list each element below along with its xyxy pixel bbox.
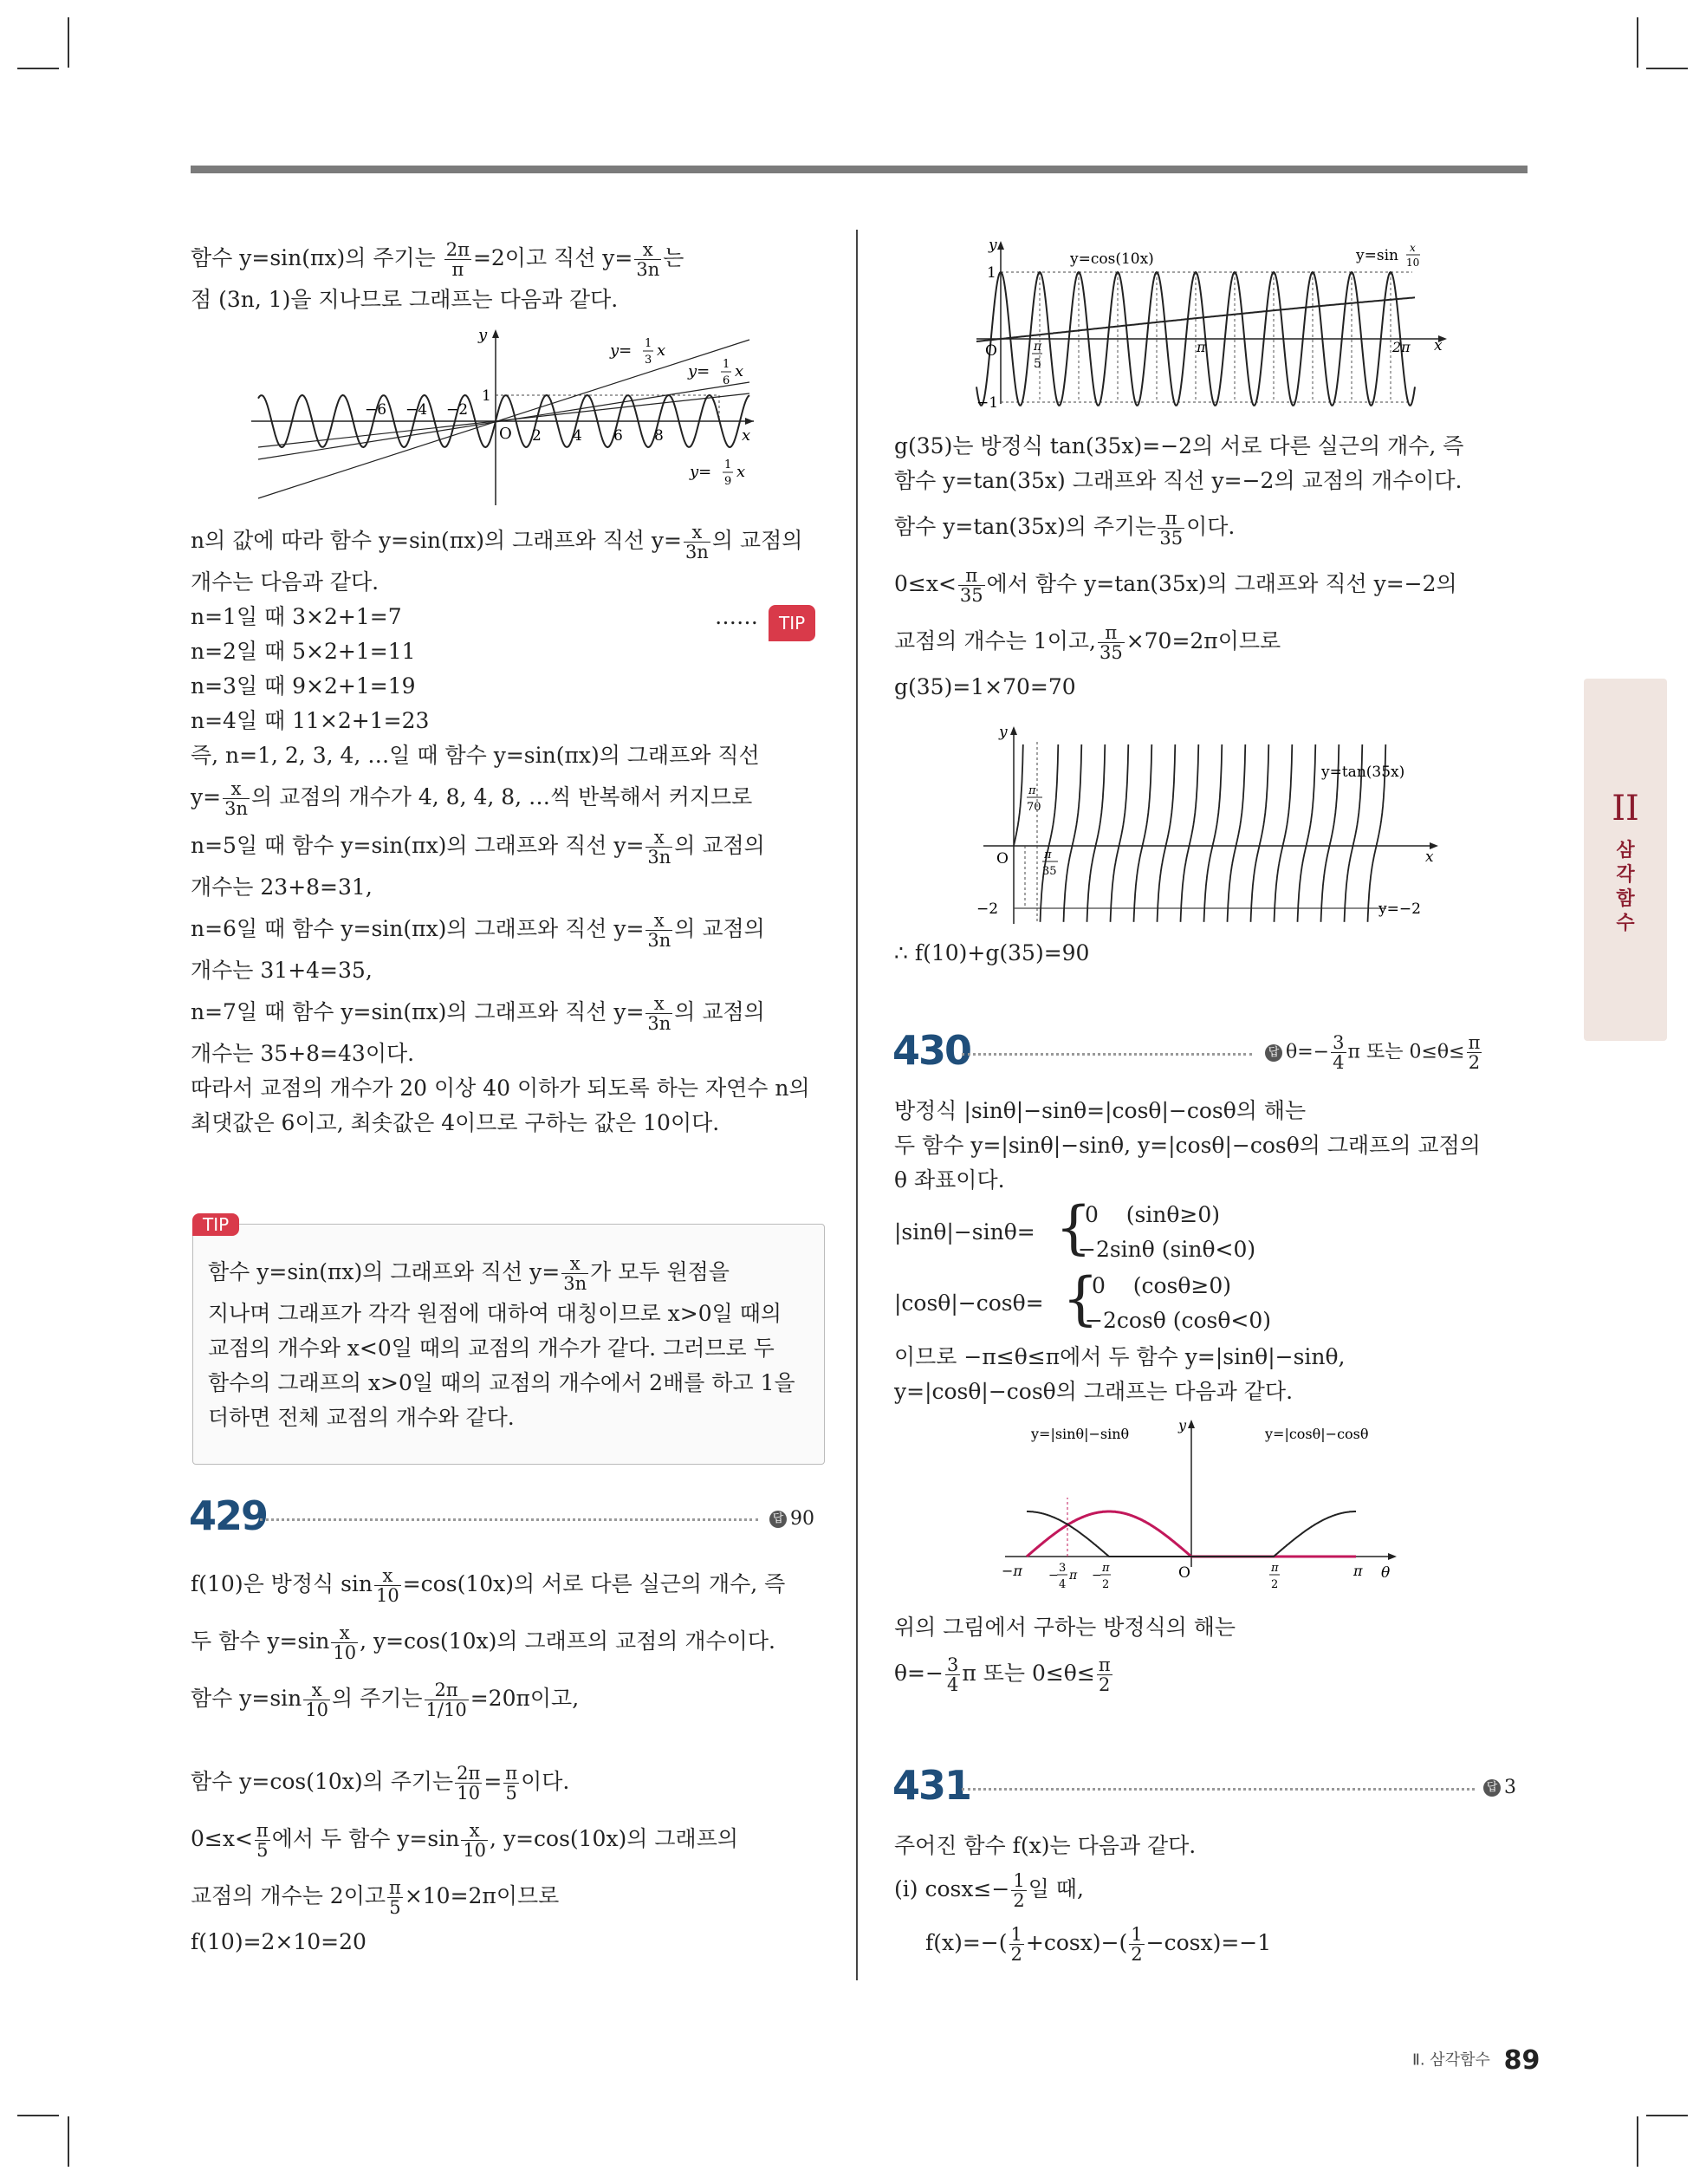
tick-negpi2-sign: − — [1092, 1569, 1102, 1583]
answer-431 — [1483, 1777, 1516, 1798]
y-axis-arrow — [492, 329, 499, 338]
text: 교점의 개수는 2이고 — [191, 1883, 386, 1908]
fraction: $\frac{\pi}{2}$ — [1468, 1032, 1481, 1073]
label-line3-den: 9 — [724, 475, 732, 488]
text: n=5일 때 함수 y=sin(πx)의 그래프와 직선 y= — [191, 833, 645, 858]
text: y=|cosθ|−cosθ의 그래프는 다음과 같다. — [894, 1379, 1294, 1404]
fraction: $\frac{3}{4}$ — [1333, 1032, 1345, 1073]
tan-branch — [1158, 744, 1176, 922]
text: −cosx)=−1 — [1145, 1930, 1272, 1955]
tan-branch — [1181, 744, 1199, 922]
tan-branch — [1298, 744, 1316, 922]
text: 따라서 교점의 개수가 20 이상 40 이하가 되도록 하는 자연수 n의 — [191, 1076, 810, 1101]
y-label: y — [989, 237, 997, 254]
label-line2-num: 1 — [723, 358, 730, 371]
label-line2-den: 6 — [723, 374, 730, 387]
y-label: y — [1178, 1417, 1187, 1433]
label-line1-num: 1 — [645, 337, 652, 350]
answer-429 — [769, 1508, 814, 1530]
theta-label: θ — [1381, 1564, 1391, 1582]
fraction: $\frac{x}{3n}$ — [224, 778, 248, 819]
y-label: y — [999, 724, 1008, 741]
text: =2이고 직선 y= — [472, 245, 633, 270]
dotted-leader — [962, 1788, 1475, 1791]
text: 즉, n=1, 2, 3, 4, …일 때 함수 y=sin(πx)의 그래프와 직선 — [191, 743, 760, 768]
text: g(35)=1×70=70 — [894, 674, 1076, 699]
piecewise-sin — [894, 1194, 1535, 1267]
tan-branch — [1111, 744, 1129, 922]
text: 방정식 |sinθ|−sinθ=|cosθ|−cosθ의 해는 — [894, 1098, 1307, 1123]
text: 0 (cosθ≥0) — [1092, 1273, 1231, 1298]
tan-branch — [1087, 744, 1106, 922]
label-line3-num: 1 — [724, 458, 732, 471]
y-axis-arrow — [1010, 726, 1017, 735]
text: 함수의 그래프의 x>0일 때의 교점의 개수에서 2배를 하고 1을 — [208, 1370, 795, 1395]
tick-pi5-num: π — [1034, 340, 1042, 354]
text: f(10)은 방정식 sin — [191, 1571, 373, 1596]
brace: { — [1055, 1194, 1092, 1261]
fraction: $\frac{x}{10}$ — [376, 1565, 399, 1606]
label-line3: y= — [690, 463, 712, 481]
text: 두 함수 y=sin — [191, 1628, 330, 1654]
crop-mark — [1646, 2115, 1688, 2116]
tip-text — [208, 1248, 814, 1435]
sin-label: y=sin — [1356, 247, 1398, 264]
p430-text-2 — [894, 1340, 1535, 1409]
text: 개수는 35+8=43이다. — [191, 1041, 415, 1066]
text: π 또는 0≤θ≤ — [1347, 1041, 1465, 1063]
fraction: $\frac{\pi}{5}$ — [256, 1820, 269, 1861]
label-line2-x: x — [735, 362, 744, 380]
sin-cos-graph — [975, 239, 1460, 413]
tick-pi5-den: 5 — [1034, 357, 1041, 371]
tan-branch — [1251, 744, 1269, 922]
text: n의 값에 따라 함수 y=sin(πx)의 그래프와 직선 y= — [191, 528, 682, 553]
fraction: $\frac{x}{3n}$ — [684, 522, 709, 562]
text: =20π이고, — [470, 1686, 580, 1711]
answer-value: 3 — [1504, 1777, 1516, 1798]
text: 의 교점의 개수가 4, 8, 4, 8, …씩 반복해서 커지므로 — [250, 784, 753, 809]
footer-chapter: Ⅱ. 삼각함수 — [1412, 2051, 1490, 2070]
problem-number-429: 429 — [189, 1492, 268, 1539]
text: n=7일 때 함수 y=sin(πx)의 그래프와 직선 y= — [191, 999, 645, 1024]
one-label: 1 — [987, 264, 996, 282]
fraction: $\frac{1}{2}$ — [1131, 1924, 1143, 1965]
x-label: x — [742, 426, 751, 445]
line-x-over-3 — [258, 340, 749, 498]
fraction: $\frac{2\pi}{\pi}$ — [445, 239, 470, 280]
label-line1: y= — [610, 341, 632, 360]
tick-pi2-den: 2 — [1271, 1578, 1279, 1591]
text: 개수는 23+8=31, — [191, 874, 373, 900]
g35-text — [894, 429, 1535, 705]
fraction: $\frac{x}{3n}$ — [636, 239, 660, 280]
text: f(x)=−( — [925, 1930, 1008, 1955]
text: , y=cos(10x)의 그래프의 교점의 개수이다. — [360, 1628, 775, 1654]
tan-branch — [1228, 744, 1246, 922]
text: 교점의 개수와 x<0일 때의 교점의 개수가 같다. 그러므로 두 — [208, 1336, 775, 1361]
text: 함수 y=sin(πx)의 주기는 — [191, 245, 436, 270]
answer-badge: 답 — [1483, 1779, 1501, 1797]
fraction: $\frac{2\pi}{1/10}$ — [425, 1680, 467, 1720]
theta-axis-arrow — [1388, 1553, 1397, 1560]
tick-label: 4 — [573, 427, 582, 445]
text: 이다. — [1186, 514, 1236, 539]
piecewise-cos — [894, 1265, 1535, 1338]
dotted-leader — [260, 1518, 758, 1521]
brace: { — [1062, 1265, 1099, 1332]
tick-pi2-num: π — [1271, 1562, 1279, 1575]
text: 의 교점의 — [674, 916, 765, 941]
text: 일 때, — [1028, 1876, 1084, 1901]
text: 두 함수 y=|sinθ|−sinθ, y=|cosθ|−cosθ의 그래프의 교점의 — [894, 1133, 1481, 1158]
side-char: 수 — [1616, 913, 1635, 934]
text: f(10)=2×10=20 — [191, 1929, 366, 1954]
text: 에서 함수 y=tan(35x)의 그래프와 직선 y=−2의 — [986, 571, 1457, 596]
origin-label: O — [985, 342, 997, 360]
tick-pi35-num: π — [1044, 848, 1052, 861]
answer-430 — [1265, 1033, 1483, 1072]
tan-graph — [975, 725, 1460, 933]
label-line1-x: x — [657, 341, 666, 360]
page-footer — [1412, 2045, 1540, 2076]
fraction: $\frac{\pi}{2}$ — [1098, 1654, 1111, 1695]
sine-lines-graph — [251, 328, 771, 510]
fraction: $\frac{\pi}{5}$ — [505, 1763, 518, 1804]
tip-label: TIP — [192, 1213, 239, 1236]
x-label: x — [1434, 337, 1443, 354]
fraction: $\frac{\pi}{35}$ — [1159, 508, 1184, 549]
text: 함수 y=tan(35x) 그래프와 직선 y=−2의 교점의 개수이다. — [894, 468, 1463, 493]
fraction: $\frac{3}{4}$ — [946, 1654, 959, 1695]
tick-pi70-num: π — [1028, 784, 1036, 797]
text: (i) cosx≤− — [894, 1876, 1010, 1901]
side-char: 함 — [1616, 888, 1635, 910]
tick-neg34-den: 4 — [1059, 1578, 1067, 1591]
sin-abs-label: y=|sinθ|−sinθ — [1031, 1426, 1130, 1442]
text: g(35)는 방정식 tan(35x)=−2의 서로 다른 실근의 개수, 즉 — [894, 433, 1464, 458]
fraction: $\frac{x}{3n}$ — [647, 910, 671, 951]
text: n=4일 때 11×2+1=23 — [191, 708, 430, 733]
tan-branch — [1014, 744, 1023, 846]
text: 0≤x< — [191, 1826, 253, 1851]
fraction: $\frac{1}{2}$ — [1010, 1924, 1022, 1965]
neg-one-label: −1 — [976, 394, 999, 412]
text: 에서 두 함수 y=sin — [271, 1826, 460, 1851]
origin-label: O — [996, 850, 1009, 868]
fraction: $\frac{x}{10}$ — [463, 1820, 487, 1861]
text: ×70=2π이므로 — [1125, 628, 1281, 653]
answer-badge: 답 — [1265, 1044, 1282, 1062]
intro-text — [191, 234, 832, 317]
side-char: 삼 — [1616, 840, 1635, 861]
fraction: $\frac{x}{3n}$ — [563, 1253, 587, 1294]
line-label: y=−2 — [1378, 900, 1421, 918]
x-label: x — [1425, 848, 1434, 866]
tan-branch — [1041, 744, 1059, 922]
text: −2sinθ (sinθ<0) — [1078, 1237, 1256, 1262]
text: ∴ f(10)+g(35)=90 — [894, 940, 1090, 965]
g35-final — [894, 936, 1535, 971]
label-line3-x: x — [736, 463, 746, 481]
crop-mark — [68, 2116, 69, 2167]
tick-negpi2-num: π — [1102, 1562, 1110, 1575]
count-text — [191, 517, 832, 1141]
crop-mark — [17, 68, 59, 69]
crop-mark — [1637, 17, 1638, 68]
text: θ=− — [894, 1661, 944, 1686]
one-label: 1 — [482, 387, 491, 405]
y-label: y — [478, 326, 488, 344]
tan-branch — [1134, 744, 1152, 922]
cos-abs-label: y=|cosθ|−cosθ — [1265, 1426, 1369, 1442]
fraction: $\frac{\pi}{5}$ — [389, 1877, 401, 1918]
chapter-roman: II — [1612, 789, 1639, 829]
tick-pi: π — [1197, 339, 1206, 355]
y-axis-arrow — [1188, 1420, 1195, 1428]
answer-badge: 답 — [769, 1511, 787, 1528]
text: θ 좌표이다. — [894, 1167, 1005, 1193]
fraction: $\frac{x}{3n}$ — [647, 827, 671, 868]
label-line2: y= — [688, 362, 710, 380]
text: 점 (3n, 1)을 지나므로 그래프는 다음과 같다. — [191, 287, 619, 312]
tick-label: 8 — [654, 427, 664, 445]
text: 이므로 −π≤θ≤π에서 두 함수 y=|sinθ|−sinθ, — [894, 1344, 1346, 1369]
text: −2cosθ (cosθ<0) — [1085, 1308, 1272, 1333]
top-rule — [191, 166, 1528, 173]
fraction: $\frac{\pi}{35}$ — [959, 565, 983, 606]
problem-number-431: 431 — [892, 1762, 971, 1809]
text: = — [483, 1769, 503, 1794]
column-divider — [856, 230, 858, 1980]
p431-text — [894, 1829, 1535, 1971]
text: |sinθ|−sinθ= — [894, 1219, 1035, 1245]
tick-label: 6 — [613, 427, 623, 445]
dots: …… — [715, 604, 758, 629]
neg-two-label: −2 — [976, 900, 999, 918]
text: 주어진 함수 f(x)는 다음과 같다. — [894, 1833, 1197, 1858]
label-line1-den: 3 — [645, 354, 652, 367]
tan-branch — [1064, 744, 1082, 922]
chapter-side-text — [1605, 839, 1646, 936]
tick-label: −4 — [405, 401, 428, 419]
origin-label: O — [1178, 1564, 1190, 1582]
text: 함수 y=sin(πx)의 그래프와 직선 y= — [208, 1259, 561, 1284]
text: 의 주기는 — [331, 1686, 423, 1711]
answer-value: 90 — [790, 1508, 814, 1530]
tip-marker: TIP — [769, 605, 815, 641]
text: n=6일 때 함수 y=sin(πx)의 그래프와 직선 y= — [191, 916, 645, 941]
tick-neg34-num: 3 — [1059, 1562, 1067, 1575]
tick-label: 2 — [532, 427, 542, 445]
text: , y=cos(10x)의 그래프의 — [490, 1826, 739, 1851]
text: n=3일 때 9×2+1=19 — [191, 673, 416, 699]
text: 0≤x< — [894, 571, 957, 596]
text: 0 (sinθ≥0) — [1085, 1202, 1221, 1227]
p429-text — [191, 1556, 832, 1960]
page-number: 89 — [1503, 2045, 1541, 2076]
fraction: $\frac{1}{2}$ — [1013, 1870, 1025, 1911]
text: 함수 y=sin — [191, 1686, 302, 1711]
tick-neg34-sign: − — [1048, 1569, 1059, 1583]
text: 함수 y=cos(10x)의 주기는 — [191, 1769, 454, 1794]
problem-number-430: 430 — [892, 1027, 971, 1074]
text: 의 교점의 — [674, 999, 765, 1024]
tick-2pi: 2π — [1392, 339, 1411, 355]
tick-neg34-pi: π — [1069, 1569, 1078, 1583]
tick-label: −6 — [365, 401, 387, 419]
fraction: $\frac{2\pi}{10}$ — [457, 1763, 481, 1804]
y-axis-arrow — [997, 241, 1004, 250]
text: ×10=2π이므로 — [404, 1883, 560, 1908]
text: n=2일 때 5×2+1=11 — [191, 639, 416, 664]
crop-mark — [1646, 68, 1688, 69]
fraction: $\frac{x}{10}$ — [305, 1680, 328, 1720]
text: 의 교점의 — [674, 833, 765, 858]
text: 이다. — [521, 1769, 570, 1794]
text: 의 교점의 — [711, 528, 803, 553]
side-char: 각 — [1616, 864, 1635, 886]
p430-solution — [894, 1610, 1535, 1702]
text: 는 — [663, 245, 684, 270]
abs-sin-cos-graph — [1002, 1417, 1412, 1609]
cos-label: y=cos(10x) — [1070, 250, 1154, 268]
tan-branch — [1204, 744, 1223, 922]
crop-mark — [68, 17, 69, 68]
text: +cosx)−( — [1025, 1930, 1128, 1955]
sin-label-num: x — [1410, 242, 1416, 254]
x-axis-arrow — [745, 418, 754, 425]
text: 교점의 개수는 1이고, — [894, 628, 1096, 653]
text: 개수는 다음과 같다. — [191, 569, 379, 595]
tick-neg-pi: −π — [1002, 1563, 1022, 1579]
p430-text — [894, 1094, 1535, 1198]
fraction: $\frac{\pi}{35}$ — [1099, 622, 1123, 663]
crop-mark — [1637, 2116, 1638, 2167]
text: y= — [191, 784, 222, 809]
sin-label-den: 10 — [1406, 257, 1420, 269]
tick-negpi2-den: 2 — [1102, 1578, 1110, 1591]
text: 가 모두 원점을 — [590, 1259, 730, 1284]
tan-label: y=tan(35x) — [1321, 764, 1405, 781]
origin-label: O — [499, 425, 512, 443]
tick-pi35-den: 35 — [1042, 865, 1057, 878]
text: 개수는 31+4=35, — [191, 958, 373, 983]
crop-mark — [17, 2115, 59, 2116]
text: 지나며 그래프가 각각 원점에 대하여 대칭이므로 x>0일 때의 — [208, 1301, 782, 1326]
text: n=1일 때 3×2+1=7 — [191, 604, 402, 629]
text: 위의 그림에서 구하는 방정식의 해는 — [894, 1615, 1236, 1640]
tick-label: −2 — [446, 401, 469, 419]
text: |cosθ|−cosθ= — [894, 1290, 1044, 1316]
text: 더하면 전체 교점의 개수와 같다. — [208, 1405, 515, 1430]
fraction: $\frac{x}{3n}$ — [647, 993, 671, 1034]
tan-branch — [1275, 744, 1293, 922]
dotted-leader — [962, 1053, 1252, 1056]
text: =cos(10x)의 서로 다른 실근의 개수, 즉 — [402, 1571, 786, 1596]
fraction: $\frac{x}{10}$ — [333, 1622, 357, 1663]
tick-pi70-den: 70 — [1027, 801, 1041, 814]
text: 함수 y=tan(35x)의 주기는 — [894, 514, 1157, 539]
text: 최댓값은 6이고, 최솟값은 4이므로 구하는 값은 10이다. — [191, 1110, 720, 1135]
text: π 또는 0≤θ≤ — [962, 1661, 1095, 1686]
tick-pi: π — [1353, 1563, 1363, 1579]
text: θ=− — [1286, 1041, 1330, 1063]
